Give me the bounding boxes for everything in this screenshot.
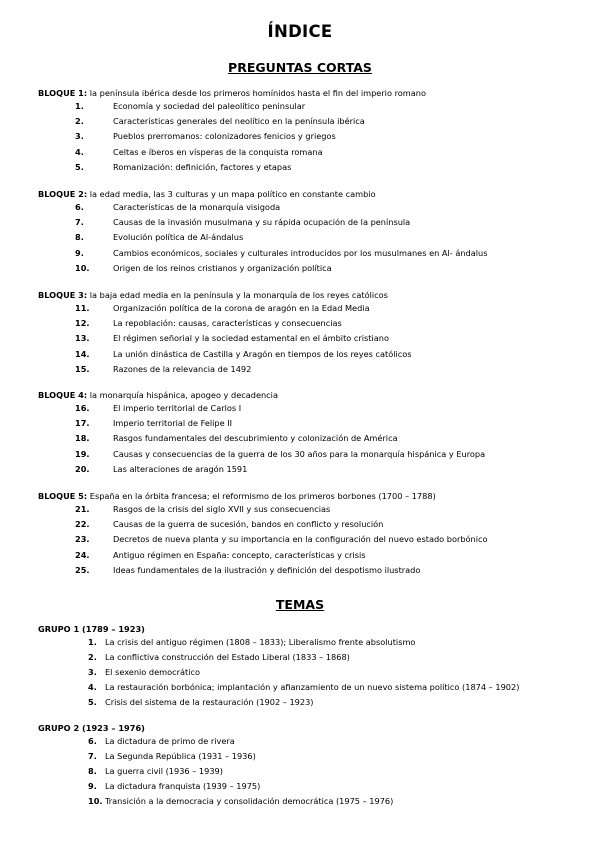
- item-text: Características de la monarquía visigoda: [113, 202, 281, 212]
- question-item: [38, 331, 578, 346]
- item-text: La repoblación: causas, características y consecuencias: [113, 318, 342, 329]
- question-item: [38, 145, 578, 160]
- item-text: La Segunda República (1931 – 1936): [105, 751, 256, 761]
- item-number: 5.: [75, 161, 84, 172]
- question-item: [38, 246, 578, 261]
- item-number: 6.: [75, 202, 84, 212]
- question-item: [38, 160, 578, 175]
- item-number: 22.: [75, 519, 90, 530]
- question-item: [38, 316, 578, 331]
- item-text: La crisis del antiguo régimen (1808 – 1833); Liberalismo frente absolutismo: [105, 637, 416, 647]
- topic-item: [38, 635, 578, 650]
- item-number: 15.: [75, 363, 90, 374]
- question-item: [38, 129, 578, 144]
- item-text: La guerra civil (1936 – 1939): [105, 766, 223, 776]
- block-description: la edad media, las 3 culturas y un mapa político en constante cambio: [89, 189, 376, 199]
- item-number: 12.: [75, 318, 90, 329]
- item-text: Razones de la relevancia de 1492: [113, 363, 252, 374]
- question-item: [38, 99, 578, 114]
- item-text: Cambios económicos, sociales y culturales introducidos por los musulmanes en Al- ándalus: [113, 247, 488, 258]
- topics-heading: TEMAS: [275, 597, 325, 612]
- item-text: El imperio territorial de Carlos I: [113, 403, 242, 413]
- item-text: El sexenio democrático: [105, 667, 201, 677]
- block-heading: [38, 289, 578, 301]
- question-block: [38, 87, 578, 175]
- item-number: 2.: [88, 652, 97, 662]
- block-label: BLOQUE 3:: [38, 290, 88, 300]
- topic-item: [38, 749, 578, 764]
- item-text: Causas y consecuencias de la guerra de los 30 años para la monarquía hispánica y Europa: [113, 448, 486, 459]
- item-text: Organización política de la corona de aragón en la Edad Media: [113, 303, 370, 313]
- item-text: La restauración borbónica; implantación y afianzamiento de un nuevo sistema político (1874 – 1902): [105, 682, 520, 692]
- item-number: 4.: [75, 146, 84, 157]
- item-number: 8.: [88, 766, 97, 776]
- item-text: La unión dinástica de Castilla y Aragón en tiempos de los reyes católicos: [113, 348, 412, 359]
- group-heading: GRUPO 1 (1789 – 1923): [38, 624, 145, 634]
- item-text: Imperio territorial de Felipe II: [113, 418, 233, 429]
- item-number: 10.: [88, 796, 103, 806]
- question-item: [38, 431, 578, 446]
- question-block: [38, 490, 578, 578]
- question-item: [38, 563, 578, 578]
- question-item: [38, 347, 578, 362]
- topic-group: [38, 623, 578, 710]
- item-text: Causas de la invasión musulmana y su rápida ocupación de la península: [113, 217, 411, 228]
- item-number: 7.: [88, 751, 97, 761]
- question-item: [38, 401, 578, 416]
- item-text: Decretos de nueva planta y su importancia en la configuración del nuevo estado borbónico: [113, 534, 488, 545]
- block-label: BLOQUE 2:: [38, 189, 88, 199]
- topic-item: [38, 695, 578, 710]
- item-text: Economía y sociedad del paleolítico peninsular: [113, 101, 306, 111]
- item-number: 25.: [75, 564, 90, 575]
- item-text: Las alteraciones de aragón 1591: [113, 463, 248, 474]
- question-block: [38, 389, 578, 477]
- topic-item: [38, 779, 578, 794]
- topic-item: [38, 764, 578, 779]
- question-block: [38, 188, 578, 276]
- item-number: 3.: [75, 131, 84, 142]
- question-item: [38, 532, 578, 547]
- item-text: Evolución política de Al-ándalus: [113, 232, 244, 243]
- topic-item: [38, 665, 578, 680]
- item-text: Rasgos fundamentales del descubrimiento y colonización de América: [113, 433, 398, 444]
- block-description: la baja edad media en la península y la monarquía de los reyes católicos: [89, 290, 388, 300]
- item-text: Origen de los reinos cristianos y organización política: [113, 262, 332, 273]
- question-item: [38, 462, 578, 477]
- item-number: 3.: [88, 667, 97, 677]
- item-number: 1.: [88, 637, 97, 647]
- question-item: [38, 215, 578, 230]
- item-number: 2.: [75, 116, 84, 127]
- block-label: BLOQUE 4:: [38, 390, 88, 400]
- block-description: la monarquía hispánica, apogeo y decadencia: [89, 390, 278, 400]
- item-text: Crisis del sistema de la restauración (1902 – 1923): [105, 697, 314, 707]
- block-label: BLOQUE 1:: [38, 88, 88, 98]
- item-text: La conflictiva construcción del Estado Liberal (1833 – 1868): [105, 652, 350, 662]
- block-description: España en la órbita francesa; el reformismo de los primeros borbones (1700 – 1788): [89, 491, 436, 501]
- question-item: [38, 548, 578, 563]
- item-text: La dictadura de primo de rivera: [105, 736, 235, 746]
- block-description: la península ibérica desde los primeros homínidos hasta el fin del imperio romano: [89, 88, 426, 98]
- item-number: 17.: [75, 418, 90, 429]
- item-text: El régimen señorial y la sociedad estamental en el ámbito cristiano: [113, 333, 390, 344]
- topic-item: [38, 650, 578, 665]
- topic-item: [38, 734, 578, 749]
- question-item: [38, 114, 578, 129]
- question-item: [38, 230, 578, 245]
- item-text: La dictadura franquista (1939 – 1975): [105, 781, 261, 791]
- group-heading: GRUPO 2 (1923 – 1976): [38, 723, 145, 733]
- item-number: 19.: [75, 448, 90, 459]
- question-item: [38, 301, 578, 316]
- item-number: 7.: [75, 217, 84, 228]
- item-text: Romanización: definición, factores y etapas: [113, 161, 292, 172]
- item-text: Características generales del neolítico en la península ibérica: [113, 116, 365, 127]
- item-number: 16.: [75, 403, 90, 413]
- question-item: [38, 362, 578, 377]
- item-number: 20.: [75, 463, 90, 474]
- item-number: 1.: [75, 101, 84, 111]
- item-number: 6.: [88, 736, 97, 746]
- item-text: Pueblos prerromanos: colonizadores fenicios y griegos: [113, 131, 336, 142]
- item-number: 4.: [88, 682, 97, 692]
- item-number: 23.: [75, 534, 90, 545]
- item-number: 9.: [88, 781, 97, 791]
- question-item: [38, 200, 578, 215]
- item-text: Celtas e íberos en vísperas de la conquista romana: [113, 146, 323, 157]
- item-number: 8.: [75, 232, 84, 243]
- item-number: 11.: [75, 303, 90, 313]
- item-number: 24.: [75, 549, 90, 560]
- item-number: 21.: [75, 504, 90, 514]
- page-title: ÍNDICE: [267, 22, 333, 41]
- block-heading: [38, 188, 578, 200]
- question-item: [38, 502, 578, 517]
- item-text: Ideas fundamentales de la ilustración y definición del despotismo ilustrado: [113, 564, 421, 575]
- item-number: 14.: [75, 348, 90, 359]
- question-item: [38, 416, 578, 431]
- item-number: 10.: [75, 262, 90, 273]
- block-label: BLOQUE 5:: [38, 491, 88, 501]
- block-heading: [38, 490, 578, 502]
- item-number: 5.: [88, 697, 97, 707]
- item-text: Rasgos de la crisis del siglo XVII y sus consecuencias: [113, 504, 331, 514]
- question-item: [38, 447, 578, 462]
- question-item: [38, 517, 578, 532]
- item-number: 9.: [75, 247, 84, 258]
- item-number: 18.: [75, 433, 90, 444]
- question-block: [38, 289, 578, 377]
- topic-group: [38, 722, 578, 809]
- question-item: [38, 261, 578, 276]
- item-text: Antiguo régimen en España: concepto, características y crisis: [113, 549, 366, 560]
- block-heading: [38, 389, 578, 401]
- item-text: Transición a la democracia y consolidación democrática (1975 – 1976): [105, 796, 394, 806]
- item-text: Causas de la guerra de sucesión, bandos en conflicto y resolución: [113, 519, 384, 530]
- short-questions-heading: PREGUNTAS CORTAS: [228, 60, 372, 75]
- topic-item: [38, 680, 578, 695]
- block-heading: [38, 87, 578, 99]
- topic-item: [38, 794, 578, 809]
- item-number: 13.: [75, 333, 90, 344]
